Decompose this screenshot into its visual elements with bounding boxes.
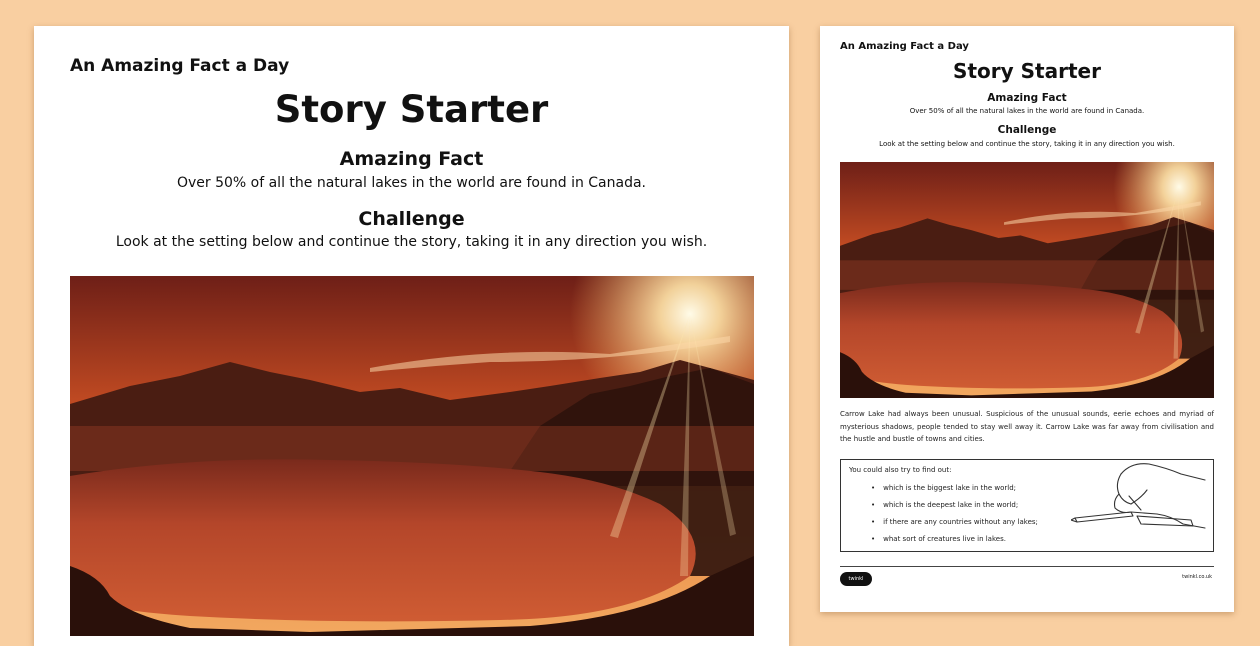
hand-writing-icon (1071, 454, 1211, 544)
fact-text: Over 50% of all the natural lakes in the world are found in Canada. (176, 175, 647, 191)
story-paragraph: Carrow Lake had always been unusual. Suspicious of the unusual sounds, eerie echoes and myriad of mysterious shadows, people tended to stay well away it. Carrow Lake was far away from civilisation and the hustle and bustle of towns and cities. (840, 410, 1214, 443)
challenge-text: Look at the setting below and continue the story, taking it in any direction you wish. (115, 234, 708, 250)
worksheet-title: Story Starter (953, 59, 1101, 83)
footer-url: twinkl.co.uk (1182, 574, 1212, 580)
twinkl-logo: twinkl (840, 572, 872, 586)
fact-text: Over 50% of all the natural lakes in the world are found in Canada. (909, 107, 1145, 115)
worksheet-preview-small (820, 26, 1234, 612)
worksheet-preview-large (34, 26, 789, 646)
mountain-lake-photo (70, 276, 754, 636)
list-item: • which is the biggest lake in the world; (871, 481, 1038, 498)
find-out-box (840, 459, 1214, 552)
list-item: • what sort of creatures live in lakes. (871, 532, 1038, 549)
footer-divider (840, 566, 1214, 567)
find-out-list (871, 481, 1038, 549)
worksheet-header: An Amazing Fact a Day (840, 41, 969, 52)
challenge-heading: Challenge (358, 208, 465, 230)
challenge-text: Look at the setting below and continue the story, taking it in any direction you wish. (879, 140, 1175, 148)
mountain-lake-photo (840, 162, 1214, 398)
fact-heading: Amazing Fact (339, 148, 484, 170)
list-item: • if there are any countries without any lakes; (871, 515, 1038, 532)
fact-heading: Amazing Fact (987, 92, 1067, 104)
list-item: • which is the deepest lake in the world; (871, 498, 1038, 515)
worksheet-header: An Amazing Fact a Day (70, 56, 290, 76)
worksheet-title: Story Starter (274, 88, 549, 131)
challenge-heading: Challenge (997, 124, 1057, 136)
find-out-intro: You could also try to find out: (849, 466, 952, 474)
